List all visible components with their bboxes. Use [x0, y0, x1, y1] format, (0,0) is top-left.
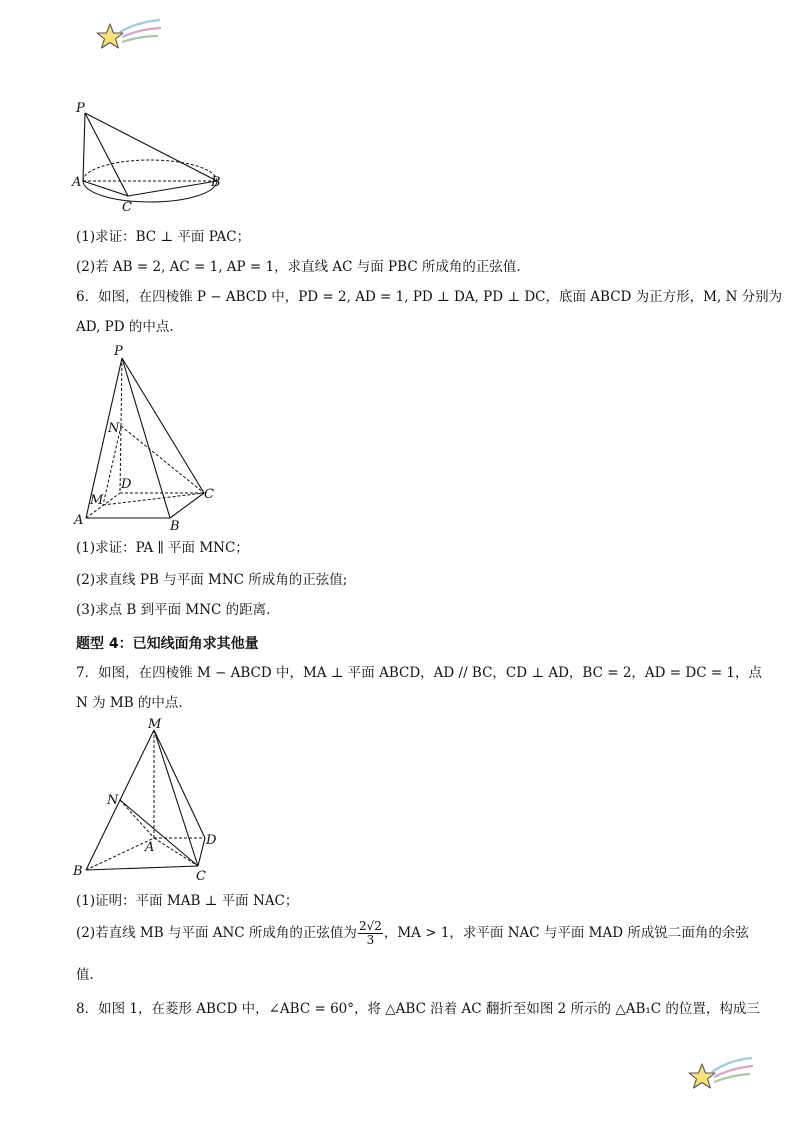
shooting-star-icon	[684, 1052, 756, 1096]
fraction	[358, 920, 383, 947]
q6-part1: (1)求证：PA ∥ 平面 MNC；	[76, 540, 249, 556]
label-C: C	[122, 200, 132, 215]
label-D: D	[206, 833, 217, 848]
label-B: B	[170, 519, 180, 534]
fraction-denominator: 3	[366, 933, 375, 947]
label-A: A	[145, 840, 155, 855]
q5-part1: (1)求证：BC ⊥ 平面 PAC；	[76, 229, 251, 245]
q7-part2	[76, 920, 749, 947]
q7-part1: (1)证明：平面 MAB ⊥ 平面 NAC；	[76, 893, 299, 909]
label-N: N	[108, 421, 120, 436]
label-P: P	[114, 344, 123, 359]
q7-line2: N 为 MB 的中点.	[76, 695, 183, 711]
q6-line2: AD, PD 的中点.	[76, 319, 174, 335]
q7-part2-pre: (2)若直线 MB 与平面 ANC 所成角的正弦值为	[76, 925, 357, 941]
label-B: B	[211, 175, 221, 190]
label-B: B	[73, 864, 83, 879]
label-M: M	[148, 717, 162, 732]
label-D: D	[121, 477, 132, 492]
label-C: C	[204, 487, 214, 502]
q7-part2-end: 值.	[76, 967, 94, 983]
figure-pyramid-mabcd	[68, 716, 228, 886]
q6-part2: (2)求直线 PB 与平面 MNC 所成角的正弦值;	[76, 572, 348, 588]
label-A: A	[74, 513, 84, 528]
label-M: M	[90, 493, 104, 508]
q6-part3: (3)求点 B 到平面 MNC 的距离.	[76, 602, 271, 618]
label-P: P	[76, 101, 85, 116]
q5-part2: (2)若 AB = 2, AC = 1, AP = 1，求直线 AC 与面 PBC 所成角的正弦值.	[76, 259, 521, 275]
q8-line1: 8．如图 1，在菱形 ABCD 中，∠ABC = 60°，将 △ABC 沿着 AC 翻折至如图 2 所示的 △AB₁C 的位置，构成三	[76, 1001, 760, 1017]
q7-part2-post: ，MA > 1，求平面 NAC 与平面 MAD 所成锐二面角的余弦	[383, 925, 749, 941]
figure-cone	[70, 98, 230, 216]
label-A: A	[72, 175, 82, 190]
section-heading: 题型 4：已知线面角求其他量	[76, 636, 259, 652]
figure-pyramid-pabcd	[70, 340, 230, 536]
label-N: N	[107, 793, 119, 808]
shooting-star-icon	[92, 16, 164, 58]
q7-line1: 7．如图，在四棱锥 M − ABCD 中，MA ⊥ 平面 ABCD，AD // BC，CD ⊥ AD，BC = 2，AD = DC = 1，点	[76, 665, 763, 681]
q6-line1: 6．如图，在四棱锥 P − ABCD 中，PD = 2, AD = 1, PD ⊥ DA, PD ⊥ DC，底面 ABCD 为正方形，M, N 分别为	[76, 289, 783, 305]
label-C: C	[196, 869, 206, 884]
fraction-numerator: 2√2	[358, 919, 382, 933]
